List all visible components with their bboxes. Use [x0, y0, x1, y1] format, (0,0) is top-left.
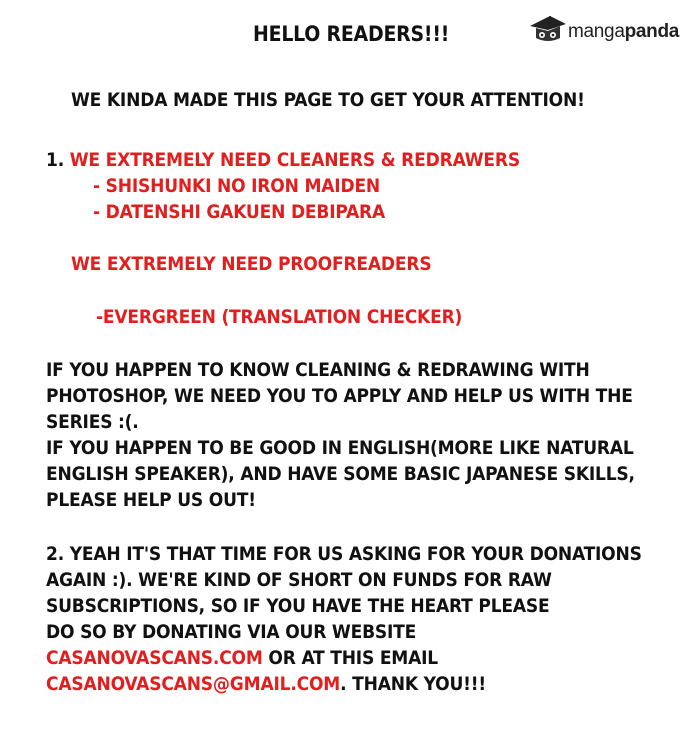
- intro-text: WE KINDA MADE THIS PAGE TO GET YOUR ATTENTION!: [71, 89, 585, 111]
- thanks-text: . THANK YOU!!!: [340, 673, 486, 695]
- paragraph1-line1: IF YOU HAPPEN TO KNOW CLEANING & REDRAWING WITH: [46, 359, 590, 381]
- paragraph1-line5: ENGLISH SPEAKER), AND HAVE SOME BASIC JAPANESE SKILLS,: [46, 463, 635, 485]
- website-link[interactable]: CASANOVASCANS.COM: [46, 647, 263, 669]
- paragraph1-line4: IF YOU HAPPEN TO BE GOOD IN ENGLISH(MORE LIKE NATURAL: [46, 437, 634, 459]
- series-datenshi: - DATENSHI GAKUEN DEBIPARA: [93, 201, 385, 223]
- panda-hat-icon: [528, 14, 568, 48]
- page-title: HELLO READERS!!!: [253, 22, 450, 46]
- email-link[interactable]: CASANOVASCANS@GMAIL.COM: [46, 673, 341, 695]
- series-evergreen: -EVERGREEN (TRANSLATION CHECKER): [96, 306, 463, 328]
- mangapanda-logo: [528, 14, 693, 48]
- paragraph1-line3: SERIES :(.: [46, 411, 139, 433]
- section2-line3: SUBSCRIPTIONS, SO IF YOU HAVE THE HEART PLEASE: [46, 595, 550, 617]
- section2-line1: 2. YEAH IT'S THAT TIME FOR US ASKING FOR YOUR DONATIONS: [46, 543, 642, 565]
- need-proofreaders-text: WE EXTREMELY NEED PROOFREADERS: [71, 253, 432, 275]
- section2-line5: [46, 646, 438, 670]
- paragraph1-line2: PHOTOSHOP, WE NEED YOU TO APPLY AND HELP US WITH THE: [46, 385, 633, 407]
- logo-text: [568, 21, 679, 43]
- section2-line6: [46, 672, 486, 696]
- section2-line4: DO SO BY DONATING VIA OUR WEBSITE: [46, 621, 417, 643]
- or-email-text: OR AT THIS EMAIL: [262, 647, 438, 669]
- logo-text-bold: panda: [624, 21, 680, 42]
- need-cleaners-text: 1. WE EXTREMELY NEED CLEANERS & REDRAWERS: [46, 149, 520, 171]
- series-shishunki: - SHISHUNKI NO IRON MAIDEN: [93, 175, 381, 197]
- section2-line2: AGAIN :). WE'RE KIND OF SHORT ON FUNDS FOR RAW: [46, 569, 552, 591]
- paragraph1-line6: PLEASE HELP US OUT!: [46, 489, 256, 511]
- need-cleaners-label: WE EXTREMELY NEED CLEANERS & REDRAWERS: [69, 149, 520, 171]
- logo-text-light: manga: [568, 21, 625, 42]
